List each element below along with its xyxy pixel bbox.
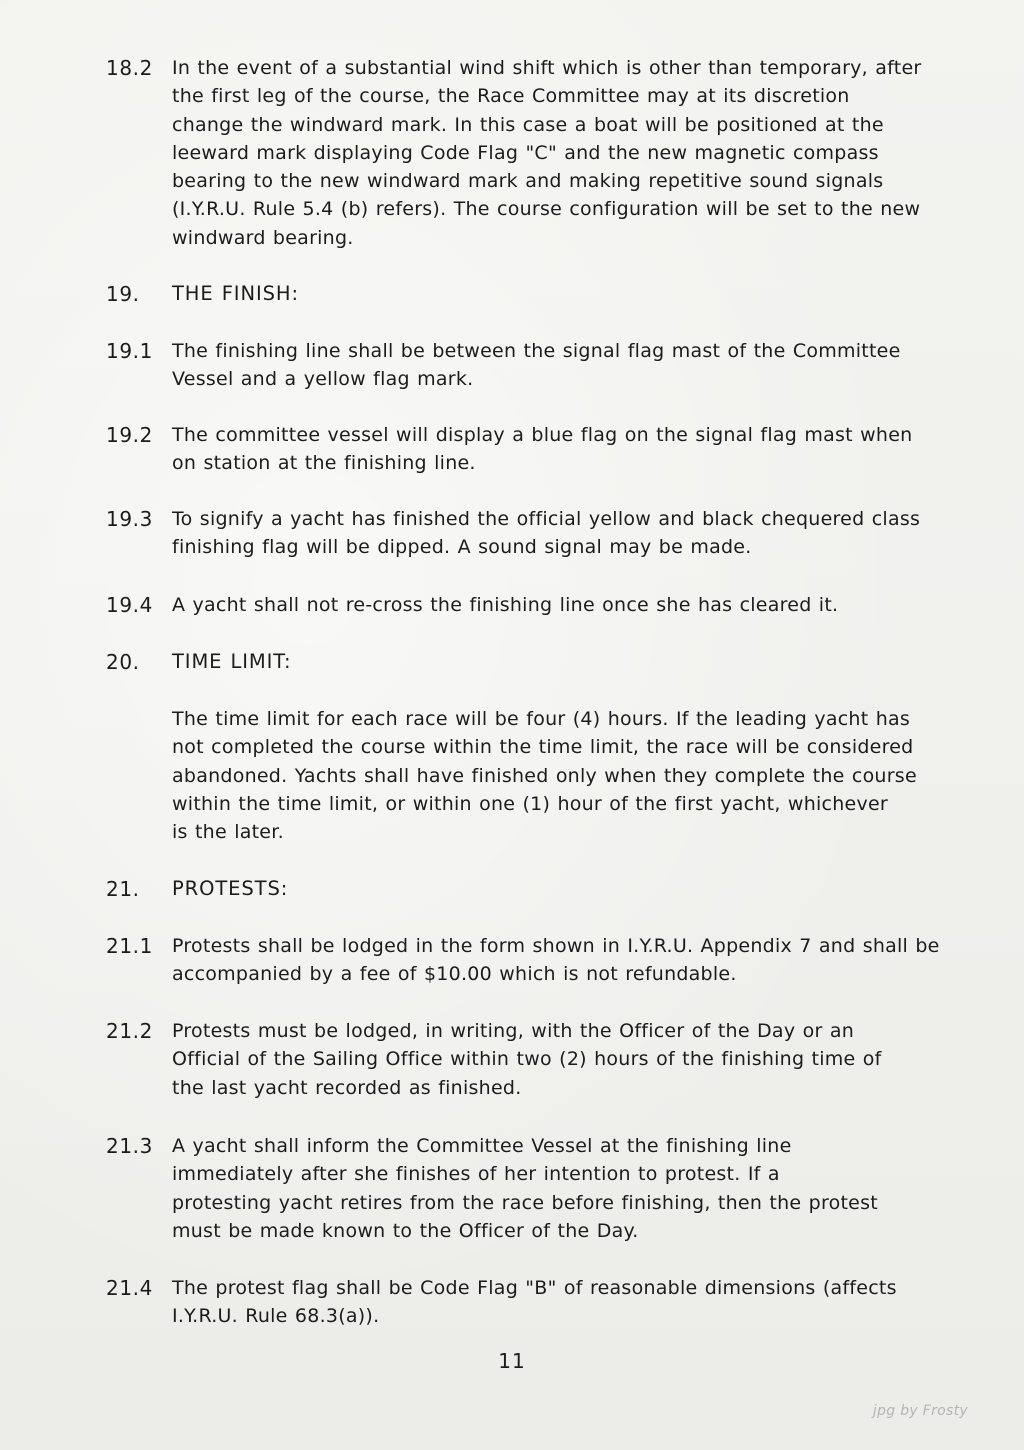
clause-text (172, 1132, 972, 1245)
text-line: windward bearing. (172, 226, 354, 249)
section-number: 20. (106, 650, 140, 674)
clause-number: 21.1 (106, 934, 153, 958)
text-line: the last yacht recorded as finished. (172, 1076, 522, 1099)
watermark-credit: jpg by Frosty (872, 1403, 968, 1419)
clause-number: 19.1 (106, 339, 153, 363)
clause-number: 19.2 (106, 423, 153, 447)
text-line: Protests must be lodged, in writing, with the Officer of the Day or an (172, 1020, 855, 1042)
section-number: 21. (106, 877, 140, 901)
text-line: I.Y.R.U. Rule 68.3(a)). (172, 1305, 380, 1328)
text-line: protesting yacht retires from the race before finishing, then the protest (172, 1191, 878, 1214)
clause-text (172, 591, 972, 619)
section-heading (172, 280, 972, 308)
clause-text (172, 932, 972, 989)
clause-number: 19.3 (106, 507, 153, 531)
text-line: within the time limit, or within one (1) hour of the first yacht, whichever (172, 792, 888, 815)
text-line: A yacht shall not re-cross the finishing line once she has cleared it. (172, 594, 839, 616)
text-line: Official of the Sailing Office within two (2) hours of the finishing time of (172, 1048, 882, 1071)
text-line: To signify a yacht has finished the official yellow and black chequered class (172, 508, 921, 530)
heading-text: THE FINISH: (172, 282, 299, 305)
text-line: A yacht shall inform the Committee Vessel at the finishing line (172, 1135, 792, 1157)
text-line: In the event of a substantial wind shift which is other than temporary, after (172, 57, 922, 79)
text-line: The protest flag shall be Code Flag "B" of reasonable dimensions (affects (172, 1277, 897, 1299)
text-line: immediately after she finishes of her intention to protest. If a (172, 1163, 780, 1186)
page-number: 11 (498, 1349, 526, 1373)
text-line: not completed the course within the time limit, the race will be considered (172, 736, 914, 759)
text-line: the first leg of the course, the Race Committee may at its discretion (172, 85, 850, 108)
text-line: on station at the finishing line. (172, 452, 476, 475)
section-heading (172, 648, 972, 676)
text-line: abandoned. Yachts shall have finished only when they complete the course (172, 764, 917, 787)
clause-text (172, 337, 972, 394)
text-line: accompanied by a fee of $10.00 which is not refundable. (172, 963, 737, 986)
text-line: Protests shall be lodged in the form shown in I.Y.R.U. Appendix 7 and shall be (172, 935, 940, 957)
section-number: 19. (106, 282, 140, 306)
text-line: The finishing line shall be between the signal flag mast of the Committee (172, 340, 901, 362)
clause-number: 19.4 (106, 593, 153, 617)
text-line: must be made known to the Officer of the Day. (172, 1219, 639, 1242)
text-line: The committee vessel will display a blue flag on the signal flag mast when (172, 424, 913, 446)
text-line: finishing flag will be dipped. A sound signal may be made. (172, 536, 752, 559)
clause-text (172, 54, 972, 252)
text-line: bearing to the new windward mark and making repetitive sound signals (172, 170, 884, 193)
text-line: change the windward mark. In this case a boat will be positioned at the (172, 113, 884, 136)
heading-text: PROTESTS: (172, 877, 289, 900)
clause-text (172, 1017, 972, 1102)
clause-text (172, 1274, 972, 1331)
text-line: leeward mark displaying Code Flag "C" and the new magnetic compass (172, 141, 879, 164)
text-line: is the later. (172, 821, 284, 844)
text-line: Vessel and a yellow flag mark. (172, 368, 474, 391)
clause-text (172, 421, 972, 478)
clause-number: 21.2 (106, 1019, 153, 1043)
text-line: The time limit for each race will be four (4) hours. If the leading yacht has (172, 708, 911, 730)
text-line: (I.Y.R.U. Rule 5.4 (b) refers). The course configuration will be set to the new (172, 198, 921, 221)
clause-number: 21.3 (106, 1134, 153, 1158)
heading-text: TIME LIMIT: (172, 650, 292, 673)
clause-text (172, 505, 972, 562)
clause-number: 18.2 (106, 56, 153, 80)
clause-text (172, 705, 972, 846)
section-heading (172, 875, 972, 903)
clause-number: 21.4 (106, 1276, 153, 1300)
